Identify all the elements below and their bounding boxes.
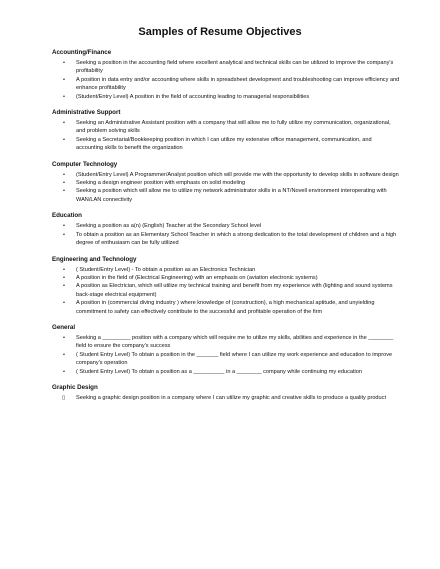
bullet-icon: •	[63, 76, 65, 83]
section-heading: Computer Technology	[52, 160, 118, 168]
objective-text: Seeking a graphic design position in a company where I can utilize my graphic and creative skills to produce a quality product	[76, 394, 387, 401]
list-item	[52, 93, 400, 101]
list-item	[52, 76, 400, 93]
box-bullet-icon: ▯	[62, 394, 66, 401]
bullet-icon: •	[63, 171, 65, 178]
objective-text: Seeking a design engineer position with emphasis on solid modeling	[76, 180, 246, 187]
section-administrative-support	[52, 108, 400, 153]
objective-text: Seeking a position which will allow me to utilize my network administrator skills in a NT/Novell environment interoperating with WAN/LAN connectivity	[76, 188, 387, 203]
objective-text: ( Student Entry Level) To obtain a position in the _______ field where I can utilize my work experience and education to improve company's operation	[76, 351, 393, 367]
bullet-icon: •	[63, 351, 65, 358]
list-item	[52, 368, 400, 376]
objective-text: A position in the field of (Electrical Engineering) with an emphasis on (aviation electronic systems)	[76, 274, 318, 281]
objective-text: A position as Electrician, which will utilize my technical training and benefit from my experience with (lighting and sound systems back-stage electrical equipment)	[76, 283, 393, 298]
section-engineering-and-technology	[52, 255, 400, 316]
list-item	[52, 351, 400, 368]
objective-text: Seeking a _________ position with a company which will require me to utilize my skills, abilities and experience in the ________ field to ensure the company's success	[76, 334, 394, 350]
list-item	[52, 266, 400, 274]
objective-list	[52, 222, 400, 247]
objective-list	[52, 59, 400, 101]
objective-text: To obtain a position as an Elementary School Teacher in which a strong dedication to the total development of children and a high degree of enthusiasm can be fully utilized	[76, 231, 397, 247]
bullet-icon: •	[63, 136, 65, 143]
list-item	[52, 179, 400, 187]
objective-text: Seeking a position as a(n) (English) Teacher at the Secondary School level	[76, 223, 262, 230]
list-item	[52, 59, 400, 76]
bullet-icon: •	[63, 93, 65, 100]
list-item	[52, 136, 400, 153]
bullet-icon: •	[63, 266, 65, 273]
bullet-icon: •	[63, 334, 65, 341]
objective-list	[52, 394, 400, 402]
bullet-icon: •	[63, 180, 65, 187]
list-item	[52, 394, 400, 402]
section-graphic-design	[52, 383, 400, 402]
list-item	[52, 187, 400, 204]
objective-list	[52, 266, 400, 316]
list-item	[52, 282, 400, 299]
section-heading: Engineering and Technology	[52, 255, 137, 263]
bullet-icon: •	[63, 223, 65, 230]
list-item	[52, 334, 400, 351]
list-item	[52, 171, 400, 179]
section-heading: Graphic Design	[52, 383, 98, 391]
document-body	[52, 48, 400, 409]
section-heading: General	[52, 323, 76, 331]
section-heading: Education	[52, 212, 82, 220]
bullet-icon: •	[63, 300, 65, 307]
objective-text: (Student/Entry Level) A Programmer/Analyst position which will provide me with the opportunity to develop skills in software design	[76, 171, 399, 178]
bullet-icon: •	[63, 231, 65, 238]
objective-text: Seeking a Secretarial/Bookkeeping position in which I can utilize my extensive office management, communication, and accounting skills to benefit the organization	[76, 136, 372, 152]
list-item	[52, 274, 400, 282]
objective-text: ( Student Entry Level) To obtain a position as a __________ in a ________ company while continuing my education	[76, 368, 362, 375]
bullet-icon: •	[63, 120, 65, 127]
list-item	[52, 299, 400, 316]
list-item	[52, 119, 400, 136]
objective-list	[52, 334, 400, 376]
list-item	[52, 231, 400, 248]
bullet-icon: •	[63, 188, 65, 195]
objective-list	[52, 119, 400, 153]
objective-text: Seeking a position in the accounting field where excellent analytical and technical skills can be utilized to improve the company's profitability	[76, 60, 394, 75]
bullet-icon: •	[63, 60, 65, 66]
objective-text: A position in data entry and/or accounting where skills in spreadsheet development and troubleshooting can improve efficiency and enhance profitability	[76, 76, 400, 92]
bullet-icon: •	[63, 283, 65, 290]
objective-text: (Student/Entry Level) A position in the field of accounting leading to managerial responsibilities	[76, 93, 310, 100]
objective-text: Seeking an Administrative Assistant position with a company that will allow me to fully utilize my communication, organizational, and problem solving skills	[76, 120, 391, 135]
section-heading: Accounting/Finance	[52, 49, 112, 56]
objective-text: A position in (commercial diving industry ) where knowledge of (construction), a high mechanical aptitude, and unyielding commitment to safety can effectively contribute to the successful and profitable operation of the firm	[76, 300, 375, 315]
section-heading: Administrative Support	[52, 109, 121, 117]
page-title: Samples of Resume Objectives	[138, 26, 302, 38]
objective-list	[52, 171, 400, 205]
objective-text: ( Student/Entry Level) - To obtain a position as an Electronics Technician	[76, 266, 256, 273]
bullet-icon: •	[63, 368, 65, 375]
section-education	[52, 211, 400, 247]
section-accounting-finance	[52, 48, 400, 101]
list-item	[52, 222, 400, 230]
bullet-icon: •	[63, 274, 65, 281]
section-general	[52, 323, 400, 376]
section-computer-technology	[52, 160, 400, 205]
